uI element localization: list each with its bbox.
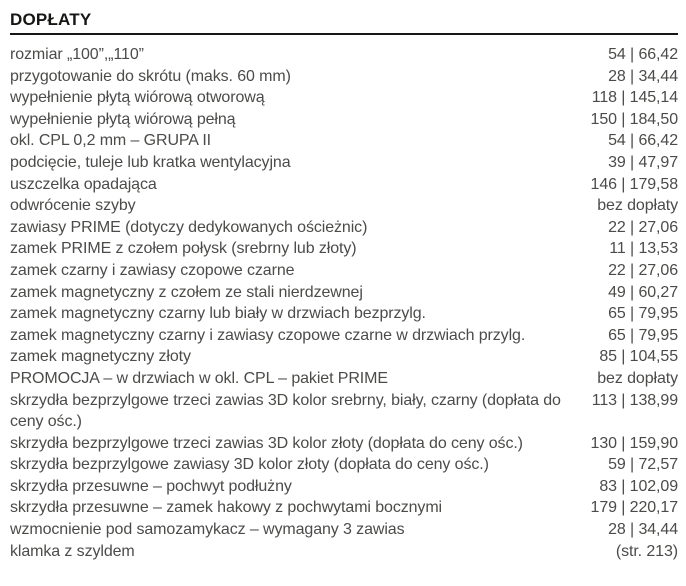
row-label: skrzydła przesuwne – zamek hakowy z pochwytami bocznymi — [10, 499, 443, 517]
table-row — [10, 454, 678, 476]
table-row — [10, 368, 678, 390]
row-label: skrzydła bezprzylgowe trzeci zawias 3D kolor srebrny, biały, czarny (dopłata do ceny ośc.) — [10, 391, 561, 431]
row-label: zawiasy PRIME (dotyczy dedykowanych ościeżnic) — [10, 218, 368, 236]
table-row — [10, 260, 678, 282]
row-label: skrzydła przesuwne – pochwyt podłużny — [10, 477, 292, 495]
table-row — [10, 282, 678, 304]
row-price: 179 | 220,17 — [590, 499, 678, 517]
row-label: zamek magnetyczny z czołem ze stali nierdzewnej — [10, 283, 363, 301]
row-price: 28 | 34,44 — [608, 521, 678, 539]
row-label: skrzydła bezprzylgowe zawiasy 3D kolor złoty (dopłata do ceny ośc.) — [10, 456, 489, 474]
table-row — [10, 541, 678, 563]
table-row — [10, 238, 678, 260]
table-row — [10, 476, 678, 498]
row-price: 28 | 34,44 — [608, 67, 678, 85]
row-label: zamek magnetyczny złoty — [10, 348, 191, 366]
row-price: 39 | 47,97 — [608, 153, 678, 171]
table-row — [10, 519, 678, 541]
table-row — [10, 152, 678, 174]
row-label: rozmiar „100”,„110” — [10, 46, 144, 63]
row-label: PROMOCJA – w drzwiach w okl. CPL – pakiet PRIME — [10, 369, 388, 387]
row-price: 85 | 104,55 — [599, 348, 678, 366]
table-row — [10, 87, 678, 109]
row-label: uszczelka opadająca — [10, 175, 157, 193]
row-price: 59 | 72,57 — [608, 456, 678, 474]
row-label: zamek PRIME z czołem połysk (srebrny lub złoty) — [10, 240, 357, 258]
price-table — [10, 44, 678, 562]
row-price: 65 | 79,95 — [608, 326, 678, 344]
row-price: 22 | 27,06 — [608, 218, 678, 236]
row-label: wypełnienie płytą wiórową pełną — [10, 110, 236, 128]
table-row — [10, 390, 678, 433]
table-row — [10, 346, 678, 368]
row-price: 130 | 159,90 — [590, 434, 678, 452]
row-label: skrzydła bezprzylgowe trzeci zawias 3D kolor złoty (dopłata do ceny ośc.) — [10, 434, 523, 452]
row-label: przygotowanie do skrótu (maks. 60 mm) — [10, 67, 291, 85]
row-label: klamka z szyldem — [10, 542, 135, 560]
table-row — [10, 325, 678, 347]
row-price: 146 | 179,58 — [590, 175, 678, 193]
row-price: 113 | 138,99 — [591, 391, 678, 409]
table-row — [10, 130, 678, 152]
row-price: 22 | 27,06 — [608, 261, 678, 279]
table-row — [10, 44, 678, 66]
table-row — [10, 303, 678, 325]
row-label: wypełnienie płytą wiórową otworową — [10, 89, 265, 107]
row-price: (str. 213) — [615, 542, 678, 560]
page-title: DOPŁATY — [10, 10, 92, 29]
table-row — [10, 109, 678, 131]
row-label: zamek magnetyczny czarny lub biały w drzwiach bezprzylg. — [10, 305, 426, 323]
row-price: bez dopłaty — [597, 197, 678, 215]
row-label: wzmocnienie pod samozamykacz – wymagany 3 zawias — [10, 521, 405, 539]
row-label: podcięcie, tuleje lub kratka wentylacyjna — [10, 153, 291, 171]
row-price: 150 | 184,50 — [590, 110, 678, 128]
row-price: bez dopłaty — [597, 369, 678, 387]
title-divider — [10, 33, 678, 35]
row-label: zamek czarny i zawiasy czopowe czarne — [10, 261, 295, 279]
table-row — [10, 174, 678, 196]
row-price: 49 | 60,27 — [608, 283, 678, 301]
table-row — [10, 217, 678, 239]
table-row — [10, 497, 678, 519]
row-label: okl. CPL 0,2 mm – GRUPA II — [10, 132, 212, 150]
row-label: zamek magnetyczny czarny i zawiasy czopowe czarne w drzwiach przylg. — [10, 326, 526, 344]
row-price: 54 | 66,42 — [608, 46, 678, 63]
row-price: 65 | 79,95 — [608, 305, 678, 323]
row-price: 54 | 66,42 — [608, 132, 678, 150]
table-row — [10, 195, 678, 217]
table-row — [10, 433, 678, 455]
row-price: 118 | 145,14 — [591, 89, 678, 107]
row-price: 83 | 102,09 — [599, 477, 678, 495]
row-price: 11 | 13,53 — [609, 240, 678, 258]
row-label: odwrócenie szyby — [10, 197, 136, 215]
table-row — [10, 66, 678, 88]
